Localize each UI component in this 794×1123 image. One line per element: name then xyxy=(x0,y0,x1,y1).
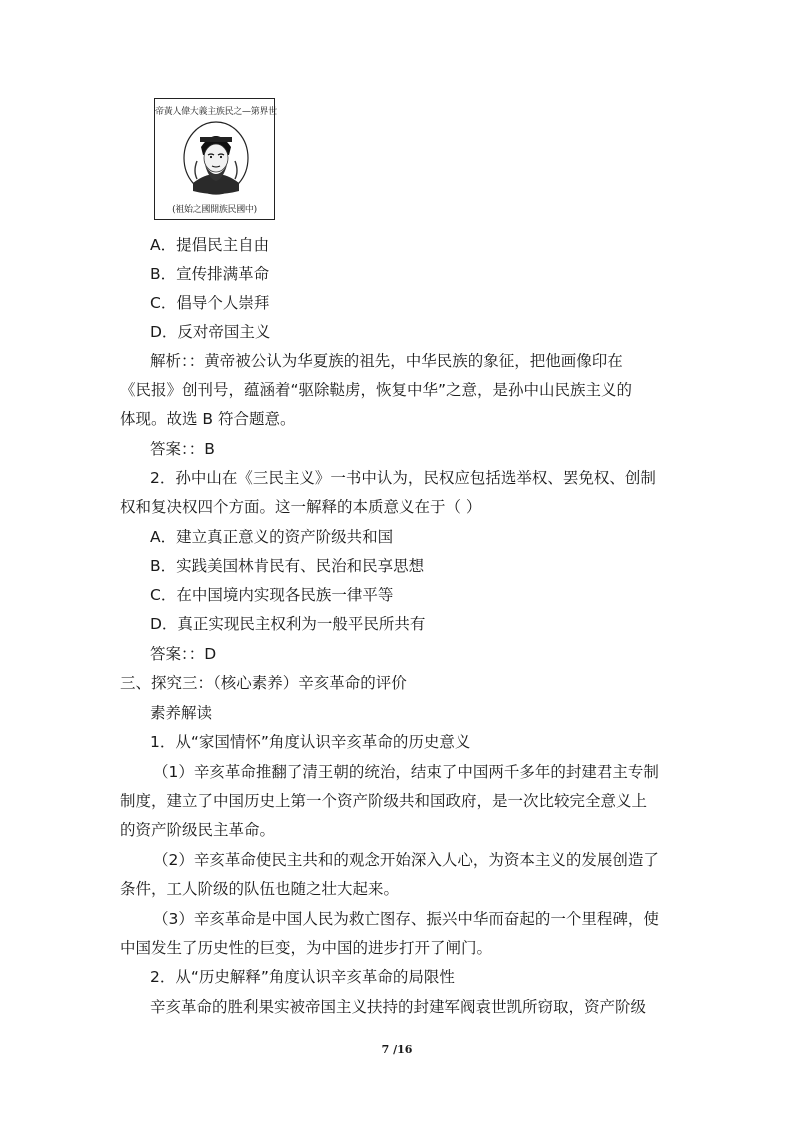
point-2-line-1: 辛亥革命的胜利果实被帝国主义扶持的封建军阀袁世凯所窃取，资产阶级 xyxy=(150,998,647,1016)
option-c: C．倡导个人崇拜 xyxy=(150,294,270,312)
section-heading: 三、探究三：（核心素养）辛亥革命的评价 xyxy=(120,674,407,692)
point-1-item-1-line-2: 制度，建立了中国历史上第一个资产阶级共和国政府，是一次比较完全意义上 xyxy=(120,792,648,810)
option-a: A．提倡民主自由 xyxy=(150,236,270,254)
option-d: D．反对帝国主义 xyxy=(150,323,271,341)
point-1-item-1-line-1: （1）辛亥革命推翻了清王朝的统治，结束了中国两千多年的封建君主专制 xyxy=(153,763,659,781)
point-1-item-3-line-2: 中国发生了历史性的巨变，为中国的进步打开了闸门。 xyxy=(120,939,493,957)
point-1-item-1-line-3: 的资产阶级民主革命。 xyxy=(120,821,276,839)
option-b: B．宣传排满革命 xyxy=(150,265,270,283)
answer-2: 答案：：D xyxy=(150,645,217,663)
question-2-line-2: 权和复决权四个方面。这一解释的本质意义在于（ ） xyxy=(120,498,482,516)
portrait-illustration-icon xyxy=(183,121,249,195)
answer-1: 答案：：B xyxy=(150,440,215,458)
subheading-literacy: 素养解读 xyxy=(150,704,213,722)
page-number: 7 /16 xyxy=(381,1043,413,1056)
point-1-item-3-line-1: （3）辛亥革命是中国人民为救亡图存、振兴中华而奋起的一个里程碑，使 xyxy=(153,910,659,928)
q2-option-b: B．实践美国林肯民有、民治和民享思想 xyxy=(150,557,425,575)
figure-caption-bottom: (祖始之國開族民國中) xyxy=(172,205,257,215)
point-1-item-2-line-2: 条件，工人阶级的队伍也随之壮大起来。 xyxy=(120,880,400,898)
point-2-heading: 2．从“历史解释”角度认识辛亥革命的局限性 xyxy=(150,968,455,986)
point-1-heading: 1．从“家国情怀”角度认识辛亥革命的历史意义 xyxy=(150,733,471,751)
analysis-line-3: 体现。故选 B 符合题意。 xyxy=(120,410,296,428)
analysis-line-1: 解析：：黄帝被公认为华夏族的祖先，中华民族的象征，把他画像印在 xyxy=(150,352,623,370)
q2-option-c: C．在中国境内实现各民族一律平等 xyxy=(150,586,394,604)
point-1-item-2-line-1: （2）辛亥革命使民主共和的观念开始深入人心，为资本主义的发展创造了 xyxy=(153,851,659,869)
question-2-line-1: 2．孙中山在《三民主义》一书中认为，民权应包括选举权、罢免权、创制 xyxy=(150,469,656,487)
analysis-line-2: 《民报》创刊号，蕴涵着“驱除鞑虏，恢复中华”之意，是孙中山民族主义的 xyxy=(120,381,633,399)
q2-option-a: A．建立真正意义的资产阶级共和国 xyxy=(150,528,394,546)
figure-caption-top: 帝黃人偉大義主族民之—第界世 xyxy=(155,107,277,117)
q2-option-d: D．真正实现民主权利为一般平民所共有 xyxy=(150,615,426,633)
huangdi-portrait-figure xyxy=(154,98,275,220)
